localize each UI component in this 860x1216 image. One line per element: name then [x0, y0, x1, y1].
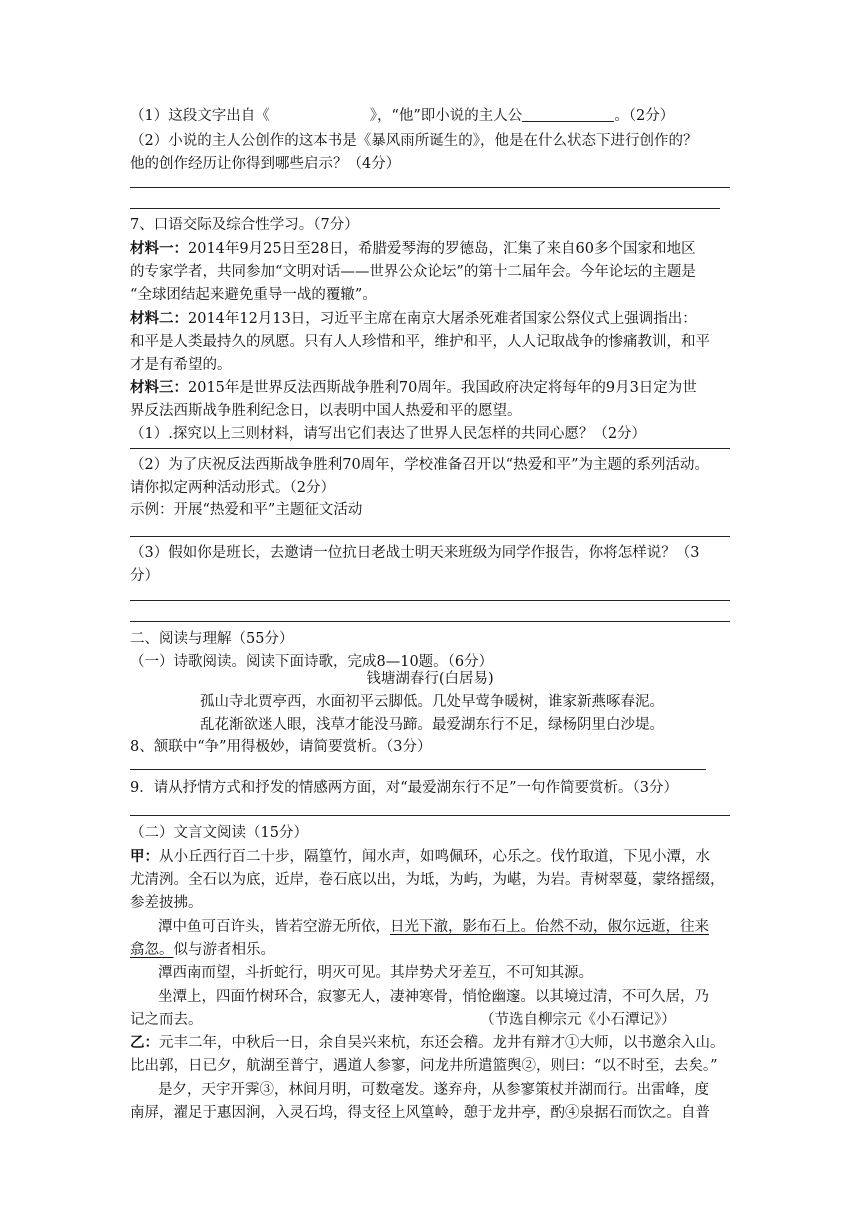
- answer-line[interactable]: [130, 621, 730, 622]
- material-2-label: 材料二：: [130, 310, 188, 327]
- material-2-text: 2014年12月13日，习近平主席在南京大屠杀死难者国家公祭仪式上强调指出：: [188, 311, 697, 327]
- q7-part2-line1: （2）为了庆祝反法西斯战争胜利70周年，学校准备召开以“热爱和平”为主题的系列活动。: [130, 457, 709, 473]
- q7-part2-line2: 请你拟定两种活动形式。（2分）: [130, 480, 335, 496]
- protagonist-blank[interactable]: [522, 107, 614, 122]
- material-2-line2: 和平是人类最持久的夙愿。只有人人珍惜和平，维护和平，人人记取战争的惨痛教训，和平: [130, 334, 710, 350]
- passage-b-text: 元丰二年，中秋后一日，余自吴兴来杭，东还会稽。龙井有辩才①大师，以书邀余入山。: [159, 1035, 725, 1051]
- q6-part1-text-a: （1）这段文字出自《: [130, 108, 270, 124]
- material-3-label: 材料三：: [130, 379, 188, 396]
- answer-line[interactable]: [130, 536, 730, 537]
- q6-part2-line1: （2）小说的主人公创作的这本书是《暴风雨所诞生的》，他是在什么状态下进行创作的？: [130, 133, 698, 149]
- material-3-line1: [130, 378, 697, 398]
- poem-line-1: 孤山寺北贾亭西，水面初平云脚低。几处早莺争暖树，谁家新燕啄春泥。: [200, 694, 664, 710]
- material-3-text: 2015年是世界反法西斯战争胜利70周年。我国政府决定将每年的9月3日定为世: [188, 380, 697, 396]
- material-2-line1: [130, 309, 697, 329]
- passage-a-line2: 尤清洌。全石以为底，近岸，卷石底以出，为坻，为屿，为嵁，为岩。青树翠蔓，蒙络摇缀，: [130, 872, 725, 888]
- passage-a-para2-line2: [130, 940, 275, 960]
- passage-a-label: 甲：: [130, 848, 159, 865]
- passage-a-line3: 参差披拂。: [130, 895, 203, 911]
- classical-heading: （二）文言文阅读（15分）: [130, 825, 308, 841]
- passage-a-para4-line1: 坐潭上，四面竹树环合，寂寥无人，凄神寒骨，悄怆幽邃。以其境过清，不可久居，乃: [158, 989, 709, 1005]
- passage-a-para2-line1: [158, 917, 709, 937]
- q7-part3-line1: （3）假如你是班长，去邀请一位抗日老战士明天来班级为同学作报告，你将怎样说？（3: [130, 545, 700, 561]
- q7-part2-example: 示例：开展“热爱和平”主题征文活动: [130, 502, 363, 518]
- passage-a-para2-tail: 似与游者相乐。: [173, 942, 275, 958]
- answer-line[interactable]: [130, 187, 730, 188]
- passage-a-para4-line2: 记之而去。: [130, 1012, 203, 1028]
- material-2-line3: 才是有希望的。: [130, 357, 232, 373]
- answer-line[interactable]: [130, 448, 730, 449]
- material-1-line2: 的专家学者，共同参加“文明对话——世界公众论坛”的第十二届年会。今年论坛的主题是: [130, 264, 696, 280]
- material-1-line1: [130, 239, 695, 259]
- question-8: 8、颔联中“争”用得极妙，请简要赏析。（3分）: [130, 739, 432, 755]
- answer-line[interactable]: [130, 600, 730, 601]
- q7-heading: 7、口语交际及综合性学习。（7分）: [130, 217, 359, 233]
- passage-b-label: 乙：: [130, 1034, 159, 1051]
- underlined-sentence-end: 翕忽。: [130, 942, 174, 958]
- material-1-label: 材料一：: [130, 240, 188, 257]
- q7-part1: （1）.探究以上三则材料，请写出它们表达了世界人民怎样的共同心愿？（2分）: [130, 426, 647, 442]
- passage-b-line2: 比出郭，日已夕，航湖至普宁，遇道人参寥，问龙井所遣篮舆②，则曰：“以不时至，去矣。”: [130, 1058, 718, 1074]
- passage-a-para3: 潭西南而望，斗折蛇行，明灭可见。其岸势犬牙差互，不可知其源。: [158, 965, 593, 981]
- material-3-line2: 界反法西斯战争胜利纪念日，以表明中国人热爱和平的愿望。: [130, 403, 522, 419]
- q6-part1-text-b: 》，“他”即小说的主人公: [369, 108, 523, 124]
- material-1-line3: “全球团结起来避免重导一战的覆辙”。: [130, 287, 377, 303]
- underlined-sentence: 日光下澈，影布石上。佁然不动，俶尔远逝，往来: [390, 919, 709, 935]
- book-title-blank[interactable]: [270, 108, 370, 122]
- question-9: 9．请从抒情方式和抒发的情感两方面，对“最爱湖东行不足”一句作简要赏析。（3分）: [130, 780, 679, 796]
- passage-a-text: 从小丘西行百二十步，隔篁竹，闻水声，如鸣佩环，心乐之。伐竹取道，下见小潭，水: [159, 849, 710, 865]
- answer-line[interactable]: [130, 815, 730, 816]
- q7-part3-line2: 分）: [130, 568, 159, 584]
- passage-b-line1: [130, 1033, 725, 1053]
- passage-a-source: （节选自柳宗元《小石潭记》）: [480, 1012, 676, 1028]
- section-2-heading: 二、阅读与理解（55分）: [130, 631, 294, 647]
- material-1-text: 2014年9月25日至28日，希腊爱琴海的罗德岛，汇集了来自60多个国家和地区: [188, 241, 696, 257]
- passage-a-line1: [130, 847, 710, 867]
- q6-part1-text-c: 。（2分）: [614, 108, 675, 124]
- poem-title: 钱塘湖春行(白居易): [366, 671, 494, 687]
- poetry-heading: （一）诗歌阅读。阅读下面诗歌，完成8—10题。（6分）: [130, 654, 494, 670]
- q6-part2-line2: 他的创作经历让你得到哪些启示？（4分）: [130, 156, 401, 172]
- answer-line[interactable]: [130, 208, 720, 209]
- poem-line-2: 乱花渐欲迷人眼，浅草才能没马蹄。最爱湖东行不足，绿杨阴里白沙堤。: [200, 717, 664, 733]
- passage-b-line3: 是夕，天宇开霁③，林间月明，可数毫发。遂弃舟，从参寥策杖并湖而行。出雷峰，度: [158, 1082, 709, 1098]
- answer-line[interactable]: [130, 769, 706, 770]
- passage-b-line4: 南屏，濯足于惠因涧，入灵石坞，得支径上风篁岭，憩于龙井亭，酌④泉据石而饮之。自普: [130, 1105, 710, 1121]
- q6-part1: [130, 106, 674, 126]
- passage-a-para2-text: 潭中鱼可百许头，皆若空游无所依，: [158, 919, 390, 935]
